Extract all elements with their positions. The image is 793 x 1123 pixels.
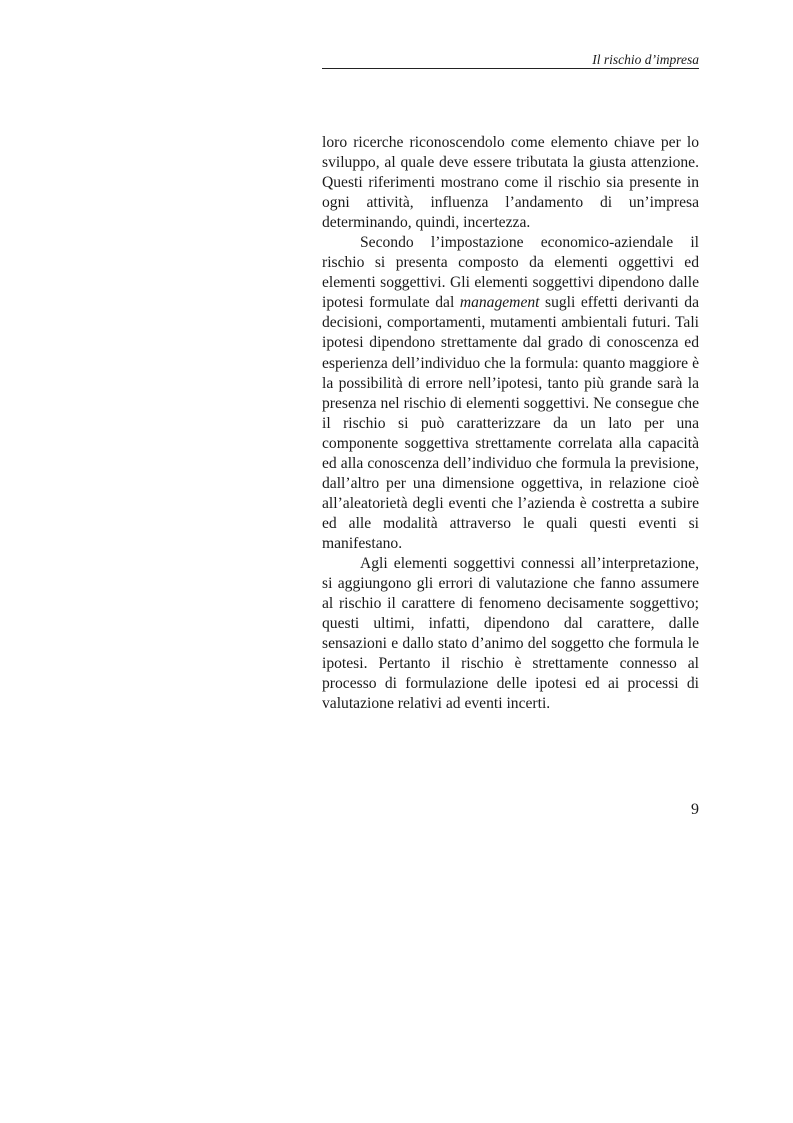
- paragraph-2-part-1: Secondo l’impostazione economico-aziendale il rischio si presenta composto da elementi oggettivi ed elementi soggettivi. Gli elementi soggettivi dipendono dalle ipotesi formulate dal: [322, 234, 699, 312]
- paragraph-2-italic-term: management: [459, 294, 540, 312]
- page-number: 9: [691, 801, 699, 818]
- paragraph-2-part-2: sugli effetti derivanti da decisioni, comportamenti, mutamenti ambientali futuri. Tali ipotesi dipendono strettamente dal grado di conoscenza ed esperienza dell’individuo che la formula: quanto maggiore è la possibilità di errore nell’ipotesi, tanto più grande sarà la presenza nel rischio di elementi soggettivi. Ne consegue che il rischio si può caratterizzare da un lato per una componente soggettiva strettamente correlata alla capacità ed alla conoscenza dell’individuo che formula la previsione, dall’altro per una dimensione oggettiva, in relazione cioè all’aleatorietà degli eventi che l’azienda è costretta a subire ed alle modalità attraverso le quali questi eventi si manifestano.: [322, 294, 699, 552]
- paragraph-1: loro ricerche riconoscendolo come elemento chiave per lo sviluppo, al quale deve essere tributata la giusta attenzione. Questi riferimenti mostrano come il rischio sia presente in ogni attività, influenza l’andamento di un’impresa determinando, quindi, incertezza.: [322, 134, 699, 232]
- running-header-title: Il rischio d’impresa: [592, 52, 699, 67]
- paragraph-3: Agli elementi soggettivi connessi all’interpretazione, si aggiungono gli errori di valutazione che fanno assumere al rischio il carattere di fenomeno decisamente soggettivo; questi ultimi, infatti, dipendono dal carattere, dalle sensazioni e dallo stato d’animo del soggetto che formula le ipotesi. Pertanto il rischio è strettamente connesso al processo di formulazione delle ipotesi ed ai processi di valutazione relativi ad eventi incerti.: [322, 554, 699, 713]
- body-text: [322, 133, 699, 714]
- paragraph-2: [322, 233, 699, 554]
- running-header: [322, 52, 699, 69]
